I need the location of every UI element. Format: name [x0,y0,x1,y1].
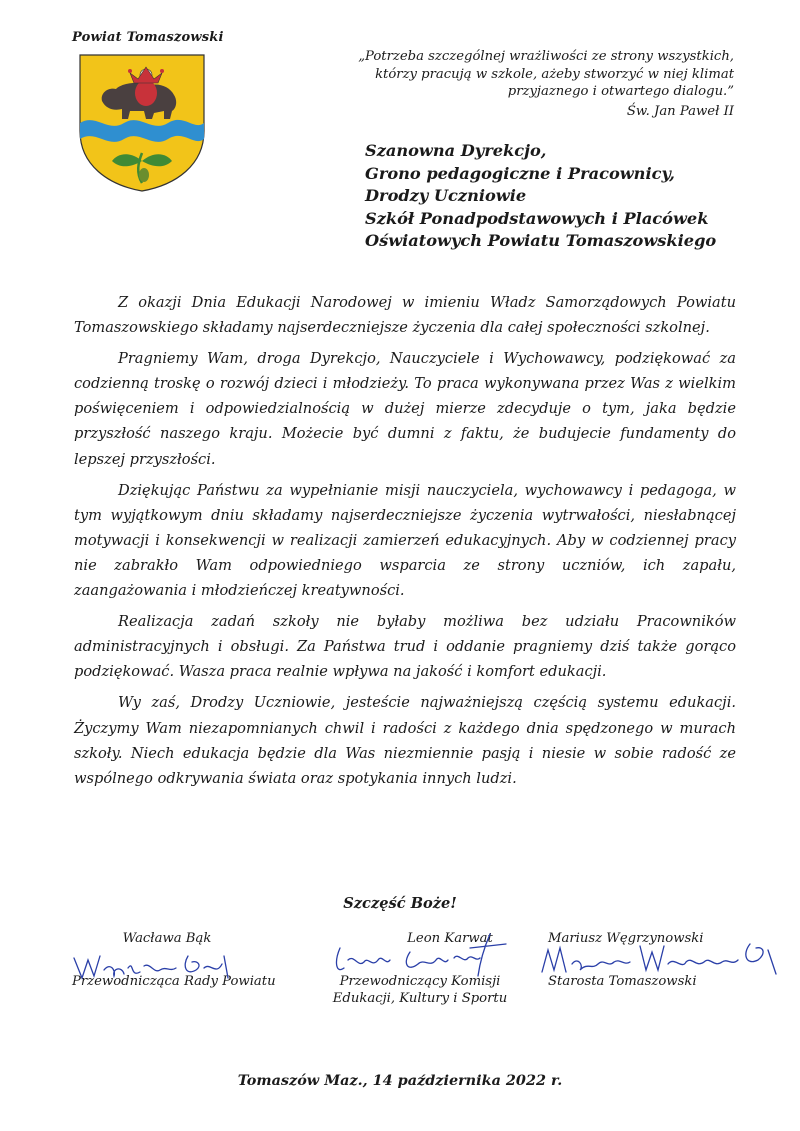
recipient-line: Szkół Ponadpodstawowych i Placówek [365,208,709,228]
signatory-role: Przewodnicząca Rady Powiatu [72,974,276,989]
recipient-line: Grono pedagogiczne i Pracownicy, [365,163,675,183]
recipients-block [365,140,785,253]
handwritten-signature-1 [70,948,250,982]
org-name: Powiat Tomaszowski [72,30,224,45]
handwritten-signature-3 [536,936,786,982]
paragraph: Z okazji Dnia Edukacji Narodowej w imieniu Władz Samorządowych Powiatu Tomaszowskiego składamy najserdeczniejsze życzenia dla całej społeczności szkolnej. [74,294,736,337]
paragraph: Dziękując Państwu za wypełnianie misji nauczyciela, wychowawcy i pedagoga, w tym wyjątkowym dniu składamy najserdeczniejsze życzenia wytrwałości, niesłabnącej motywacji i konsekwencji w realizacji zamierzeń edukacyjnych. Aby w codziennej pracy nie zabrakło Wam odpowiedniego wsparcia ze strony uczniów, ich zapału, zaangażowania i młodzieńczej kreatywności. [74,481,736,600]
closing-greeting: Szczęść Boże! [343,895,457,912]
signatory-role: Przewodniczący Komisji [339,974,501,989]
paragraph: Pragniemy Wam, droga Dyrekcjo, Nauczyciele i Wychowawcy, podziękować za codzienną troskę o rozwój dzieci i młodzieży. To praca wykonywana przez Was z wielkim poświęceniem i odpowiedzialnością w dużej mierze zdecyduje o tym, jaka będzie przyszłość naszego kraju. Możecie być dumni z faktu, że budujecie fundamenty do lepszej przyszłości. [74,350,736,468]
signatory-name: Leon Karwat [407,931,493,946]
recipient-line: Oświatowych Powiatu Tomaszowskiego [365,231,717,251]
paragraph: Realizacja zadań szkoły nie byłaby możliwa bez udziału Pracowników administracyjnych i obsługi. Za Państwa trud i oddanie pragniemy dziś także gorąco podziękować. Wasza praca realnie wpływa na jakość i komfort edukacji. [74,613,736,681]
date-line: Tomaszów Maz., 14 października 2022 r. [237,1072,563,1089]
coat-of-arms-icon [78,53,206,193]
recipient-line: Szanowna Dyrekcjo, [365,141,547,160]
signatory-role: Starosta Tomaszowski [548,974,697,989]
signatory-role: Edukacji, Kultury i Sportu [332,991,508,1006]
recipient-line: Drodzy Uczniowie [365,186,527,206]
quote-author: Św. Jan Paweł II [626,104,734,119]
signatory-name: Wacława Bąk [122,931,212,946]
handwritten-signature-2 [330,928,520,980]
signatory-name: Mariusz Węgrzynowski [548,931,704,946]
quote-text: „Potrzeba szczególnej wrażliwości ze strony wszystkich, którzy pracują w szkole, ażeby stworzyć w niej klimat przyjaznego i otwartego dialogu.” [358,49,734,99]
letter-body [74,290,736,797]
paragraph: Wy zaś, Drodzy Uczniowie, jesteście najważniejszą częścią systemu edukacji. Życzymy Wam niezapomnianych chwil i radości z każdego dnia spędzonego w murach szkoły. Niech edukacja będzie dla Was niezmiennie pasją i niesie w sobie radość ze wspólnego odkrywania świata oraz spotykania innych ludzi. [74,694,736,787]
